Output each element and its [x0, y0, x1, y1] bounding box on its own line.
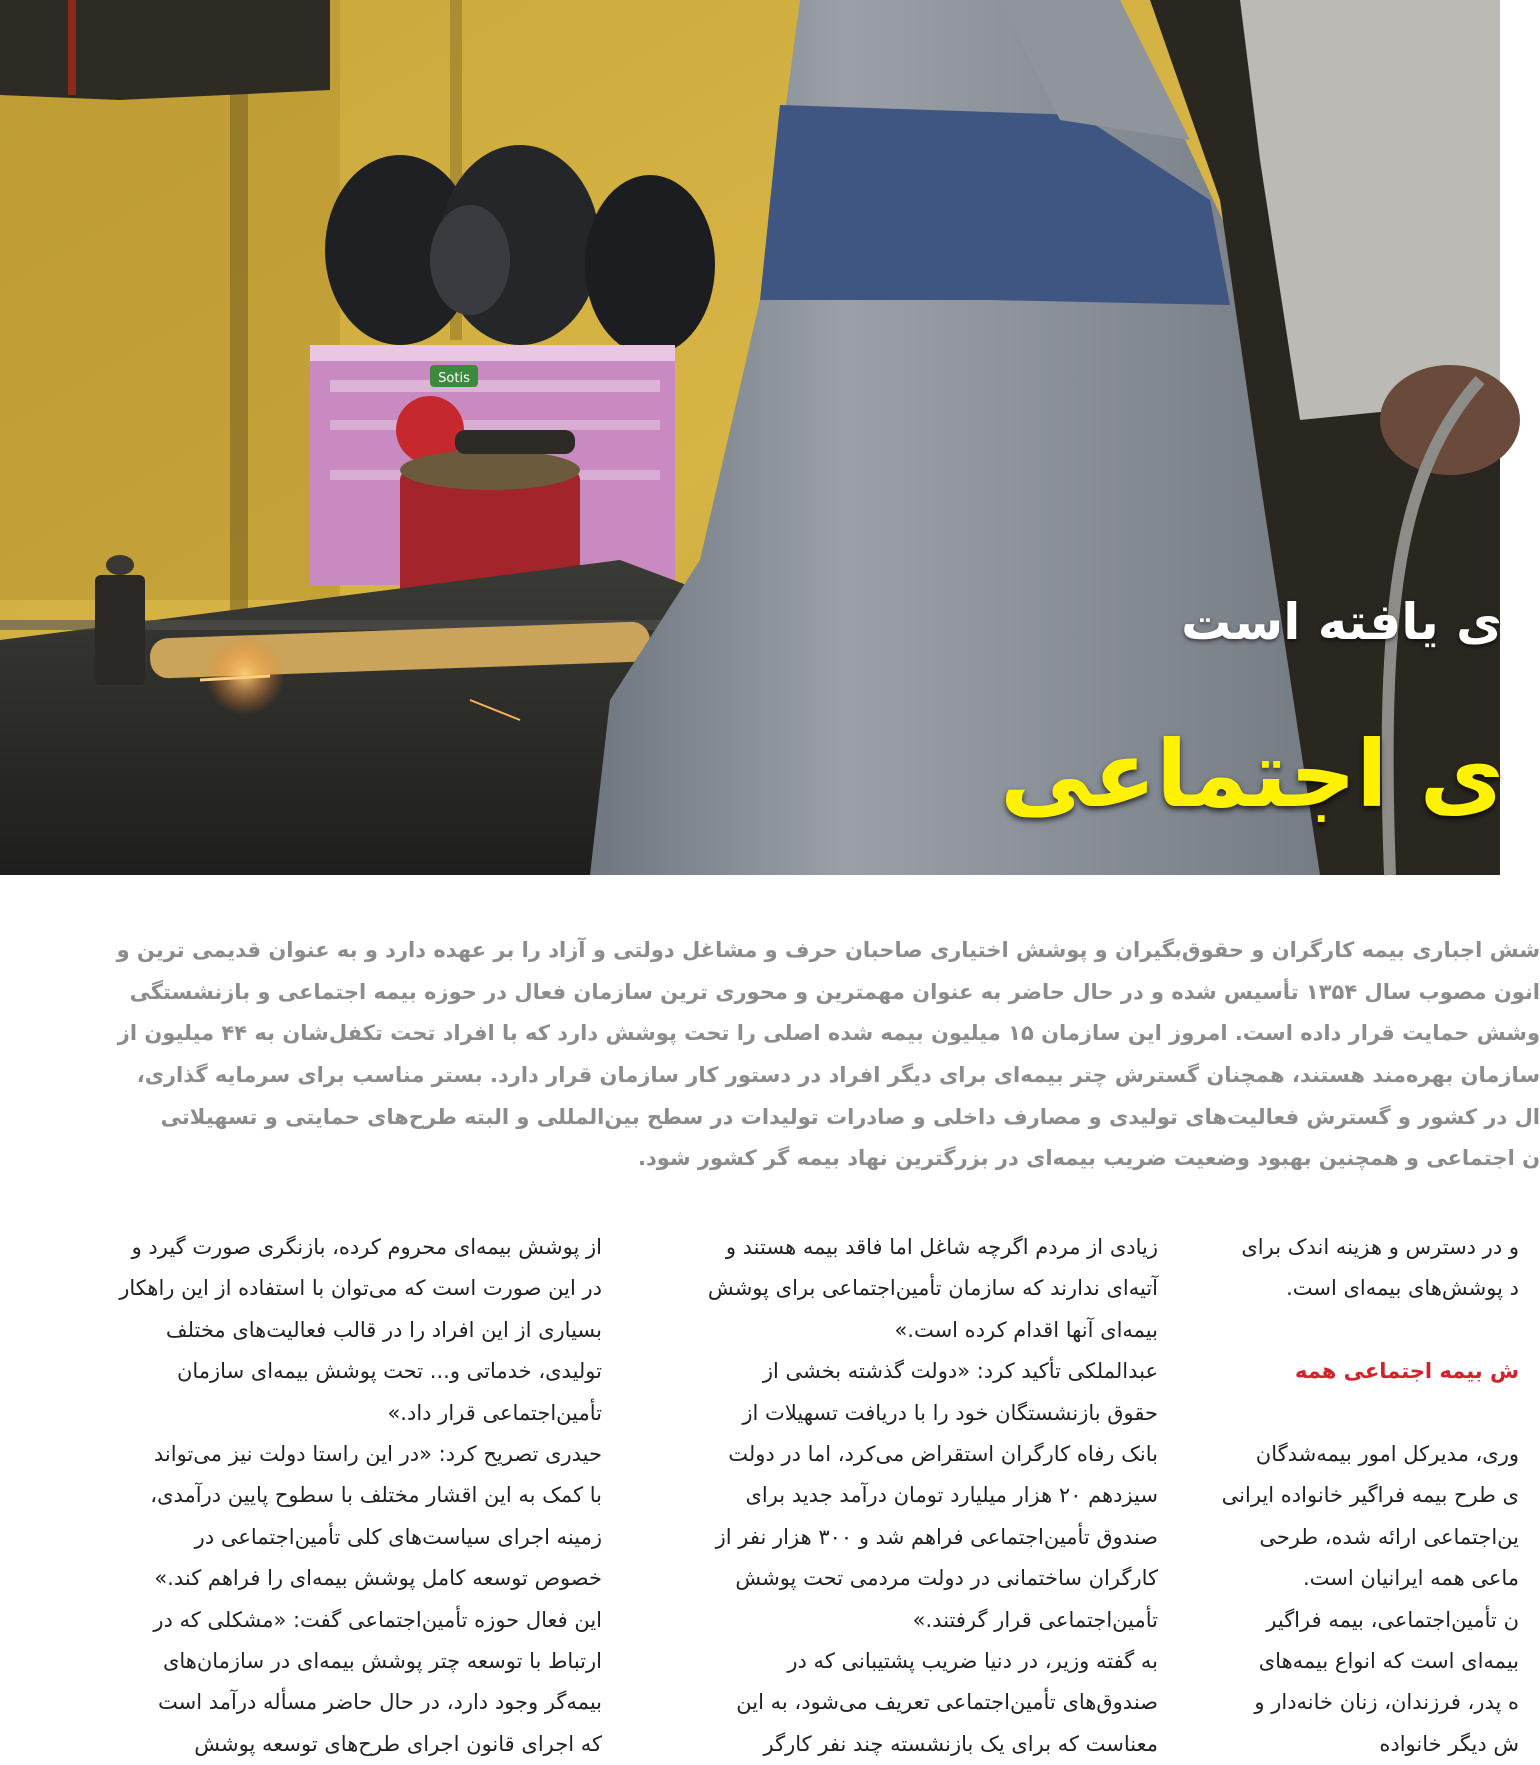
lead-line: انون مصوب سال ۱۳۵۴ تأسیس شده و در حال حاضر به عنوان مهمترین و محوری ترین سازمان فعال در حوزه بیمه اجتماعی و بازنشستگی: [129, 979, 1540, 1004]
body-line: بیمه‌گر وجود دارد، در حال حاضر مسأله درآمد است: [158, 1690, 602, 1715]
lead-line: ال در کشور و گسترش فعالیت‌های تولیدی و مصارف داخلی و صادرات تولیدات در سطح بین‌المللی و البته طرح‌های حمایتی و تسهیلاتی: [160, 1104, 1540, 1129]
headline-title: ی اجتماعی: [1000, 721, 1504, 828]
body-line: این فعال حوزه تأمین‌اجتماعی گفت: «مشکلی که در: [153, 1607, 602, 1632]
section-subheading: ش بیمه اجتماعی همه: [1294, 1359, 1519, 1384]
article-column-left: [86, 1227, 602, 1765]
body-line: در این صورت است که می‌توان با استفاده از این راهکار: [119, 1276, 602, 1301]
body-line: صندوق‌های تأمین‌اجتماعی تعریف می‌شود، به این: [736, 1690, 1158, 1715]
body-line: تأمین‌اجتماعی قرار گرفتند.»: [912, 1607, 1158, 1632]
body-line: زیادی از مردم اگرچه شاغل اما فاقد بیمه هستند و: [725, 1235, 1158, 1259]
headline-kicker: ی یافته است: [1181, 593, 1502, 651]
body-line: حیدری تصریح کرد: «در این راستا دولت نیز می‌تواند: [153, 1441, 602, 1466]
body-line: حقوق بازنشستگان خود را با دریافت تسهیلات از: [742, 1400, 1158, 1425]
body-line: کارگران ساختمانی در دولت مردمی تحت پوشش: [735, 1566, 1158, 1591]
body-line: بسیاری از این افراد را در قالب فعالیت‌های مختلف: [165, 1317, 602, 1342]
body-line: تولیدی، خدماتی و... تحت پوشش بیمه‌ای سازمان: [176, 1359, 602, 1384]
body-line: که اجرای قانون اجرای طرح‌های توسعه پوشش: [194, 1731, 602, 1756]
body-line: ش دیگر خانواده: [1379, 1731, 1519, 1756]
article-column-right: [1199, 1227, 1519, 1765]
body-line: ارتباط با توسعه چتر پوشش بیمه‌ای در سازمان‌های: [162, 1648, 602, 1673]
body-line: ن تأمین‌اجتماعی، بیمه فراگیر: [1266, 1607, 1519, 1632]
body-line: بیمه‌ای است که انواع بیمه‌های: [1258, 1648, 1519, 1673]
body-line: از پوشش بیمه‌ای محروم کرده، بازنگری صورت گیرد و: [131, 1235, 602, 1259]
lead-line: ن اجتماعی و همچنین بهبود وضعیت ضریب بیمه‌ای در بزرگترین نهاد بیمه گر کشور شود.: [638, 1146, 1540, 1171]
body-line: معناست که برای یک بازنشسته چند نفر کارگر: [763, 1731, 1158, 1756]
body-line: ین‌اجتماعی ارائه شده، طرحی: [1259, 1524, 1519, 1549]
article-column-middle: [642, 1227, 1158, 1765]
body-line: ی طرح بیمه فراگیر خانواده ایرانی: [1221, 1483, 1519, 1508]
lead-paragraph: [86, 930, 1540, 1180]
body-line: بیمه‌ای آنها اقدام کرده است.»: [894, 1317, 1158, 1342]
body-line: وری، مدیرکل امور بیمه‌شدگان: [1255, 1441, 1519, 1466]
body-line: آتیه‌ای ندارند که سازمان تأمین‌اجتماعی برای پوشش: [707, 1276, 1158, 1301]
body-line: د پوشش‌های بیمه‌ای است.: [1286, 1276, 1519, 1301]
hero-photo: [0, 0, 1504, 875]
body-line: سیزدهم ۲۰ هزار میلیارد تومان درآمد جدید برای: [745, 1483, 1158, 1508]
body-line: با کمک به این اقشار مختلف با سطوح پایین درآمدی،: [150, 1483, 602, 1508]
body-line: به گفته وزیر، در دنیا ضریب پشتیبانی که در: [787, 1648, 1158, 1673]
lead-line: شش اجباری بیمه کارگران و حقوق‌بگیران و پوشش اختیاری صاحبان حرف و مشاغل دولتی و آزاد را بر عهده دارد و به عنوان قدیمی ترین و: [116, 938, 1540, 962]
body-line: بانک رفاه کارگران استقراض می‌کرد، اما در دولت: [728, 1441, 1158, 1466]
lead-line: سازمان بهره‌مند هستند، همچنان گسترش چتر بیمه‌ای برای دیگر افراد در دستور کار سازمان قرار دارد. بستر مناسب برای سرمایه گذاری،: [136, 1063, 1540, 1088]
lead-line: وشش حمایت قرار داده است. امروز این سازمان ۱۵ میلیون بیمه شده اصلی را تحت پوشش دارد که با افراد تحت تکفل‌شان به ۴۴ میلیون از: [117, 1021, 1540, 1046]
body-line: تأمین‌اجتماعی قرار داد.»: [387, 1400, 602, 1425]
body-line: صندوق تأمین‌اجتماعی فراهم شد و ۳۰۰ هزار نفر از: [715, 1524, 1158, 1549]
body-line: عبدالملکی تأکید کرد: «دولت گذشته بخشی از: [762, 1359, 1158, 1384]
body-line: ه پدر، فرزندان، زنان خانه‌دار و: [1254, 1690, 1519, 1715]
body-line: خصوص توسعه کامل پوشش بیمه‌ای را فراهم کند.»: [154, 1566, 602, 1591]
can-label: Sotis: [438, 371, 470, 386]
body-line: ماعی همه ایرانیان است.: [1302, 1566, 1519, 1591]
body-line: و در دسترس و هزینه اندک برای: [1241, 1235, 1519, 1259]
body-line: زمینه اجرای سیاست‌های کلی تأمین‌اجتماعی در: [194, 1524, 602, 1549]
